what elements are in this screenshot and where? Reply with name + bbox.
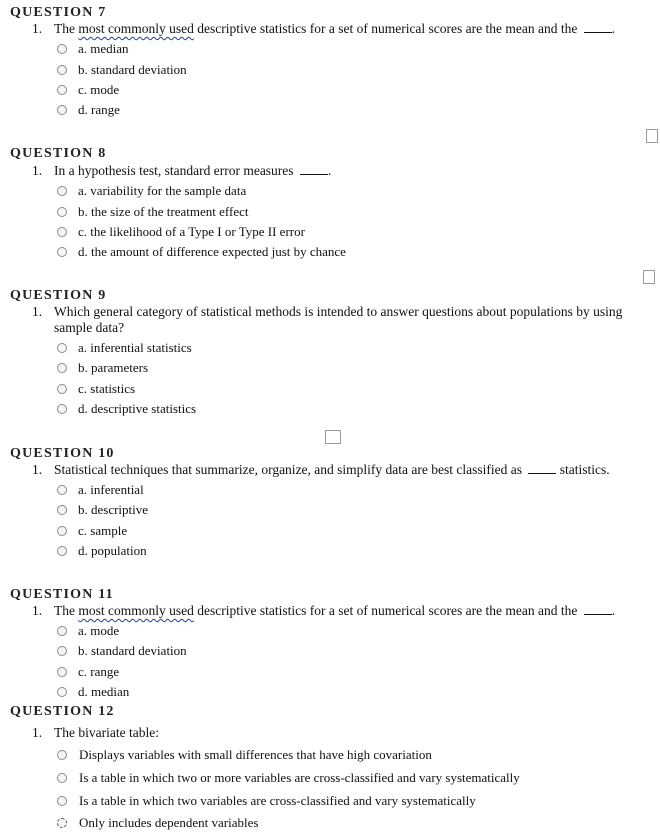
radio-button[interactable] <box>57 227 67 237</box>
spellcheck-squiggle: most commonly used <box>78 21 194 36</box>
question-8-option-b[interactable]: b. the size of the treatment effect <box>57 204 249 220</box>
question-7-number: 1. <box>32 21 43 36</box>
question-10-heading: QUESTION 10 <box>10 446 115 461</box>
radio-button[interactable] <box>57 485 67 495</box>
question-9-prompt: Which general category of statistical methods is intended to answer questions about populations by using sample data? <box>54 304 623 335</box>
radio-button[interactable] <box>57 526 67 536</box>
question-9-option-a[interactable]: a. inferential statistics <box>57 340 192 356</box>
question-12-option-3[interactable]: Is a table in which two variables are cross-classified and vary systematically <box>57 793 476 809</box>
question-9-option-c[interactable]: c. statistics <box>57 381 135 397</box>
radio-button[interactable] <box>57 773 67 783</box>
question-8-prompt: In a hypothesis test, standard error measures . <box>54 163 332 178</box>
answer-blank <box>584 31 612 33</box>
question-7-option-b[interactable]: b. standard deviation <box>57 62 187 78</box>
question-9-option-b[interactable]: b. parameters <box>57 360 148 376</box>
radio-button[interactable] <box>57 626 67 636</box>
question-8-number: 1. <box>32 163 43 178</box>
question-12-option-2[interactable]: Is a table in which two or more variables are cross-classified and vary systematically <box>57 770 520 786</box>
radio-button[interactable] <box>57 818 67 828</box>
question-9-number: 1. <box>32 304 43 319</box>
question-7-option-c[interactable]: c. mode <box>57 82 119 98</box>
question-11-heading: QUESTION 11 <box>10 587 114 602</box>
radio-button[interactable] <box>57 646 67 656</box>
question-8-option-d[interactable]: d. the amount of difference expected just by chance <box>57 244 346 260</box>
radio-button[interactable] <box>57 363 67 373</box>
question-8-option-c[interactable]: c. the likelihood of a Type I or Type II error <box>57 224 305 240</box>
radio-button[interactable] <box>57 796 67 806</box>
question-11-option-c[interactable]: c. range <box>57 664 119 680</box>
question-12-prompt: The bivariate table: <box>54 725 159 740</box>
question-12-option-4[interactable]: Only includes dependent variables <box>57 815 258 831</box>
radio-button[interactable] <box>57 687 67 697</box>
radio-button[interactable] <box>57 505 67 515</box>
question-7-prompt: The most commonly used descriptive statistics for a set of numerical scores are the mean and the . <box>54 21 616 36</box>
radio-button[interactable] <box>57 186 67 196</box>
question-9-heading: QUESTION 9 <box>10 288 107 303</box>
question-12-option-1[interactable]: Displays variables with small differences that have high covariation <box>57 747 432 763</box>
question-10-option-a[interactable]: a. inferential <box>57 482 144 498</box>
question-8-option-a[interactable]: a. variability for the sample data <box>57 183 246 199</box>
answer-blank <box>584 613 612 615</box>
flag-question-checkbox[interactable] <box>646 129 658 143</box>
question-10-option-d[interactable]: d. population <box>57 543 147 559</box>
question-8-heading: QUESTION 8 <box>10 146 107 161</box>
question-12-number: 1. <box>32 725 43 740</box>
radio-button[interactable] <box>57 384 67 394</box>
answer-blank <box>528 472 556 474</box>
radio-button[interactable] <box>57 343 67 353</box>
question-7-heading: QUESTION 7 <box>10 5 107 20</box>
question-7-option-a[interactable]: a. median <box>57 41 129 57</box>
question-10-option-c[interactable]: c. sample <box>57 523 127 539</box>
flag-question-checkbox[interactable] <box>643 270 655 284</box>
question-7-option-d[interactable]: d. range <box>57 102 120 118</box>
spellcheck-squiggle: most commonly used <box>78 603 194 618</box>
answer-blank <box>300 173 328 175</box>
question-11-option-d[interactable]: d. median <box>57 684 129 700</box>
question-10-number: 1. <box>32 462 43 477</box>
radio-button[interactable] <box>57 546 67 556</box>
radio-button[interactable] <box>57 207 67 217</box>
question-10-option-b[interactable]: b. descriptive <box>57 502 148 518</box>
radio-button[interactable] <box>57 247 67 257</box>
flag-question-checkbox[interactable] <box>325 430 341 444</box>
question-11-number: 1. <box>32 603 43 618</box>
radio-button[interactable] <box>57 750 67 760</box>
question-11-option-a[interactable]: a. mode <box>57 623 119 639</box>
question-11-option-b[interactable]: b. standard deviation <box>57 643 187 659</box>
radio-button[interactable] <box>57 85 67 95</box>
radio-button[interactable] <box>57 44 67 54</box>
question-12-heading: QUESTION 12 <box>10 704 115 719</box>
radio-button[interactable] <box>57 65 67 75</box>
question-9-option-d[interactable]: d. descriptive statistics <box>57 401 196 417</box>
radio-button[interactable] <box>57 105 67 115</box>
question-11-prompt: The most commonly used descriptive statistics for a set of numerical scores are the mean and the . <box>54 603 616 618</box>
radio-button[interactable] <box>57 667 67 677</box>
question-10-prompt: Statistical techniques that summarize, organize, and simplify data are best classified as statistics. <box>54 462 610 477</box>
radio-button[interactable] <box>57 404 67 414</box>
